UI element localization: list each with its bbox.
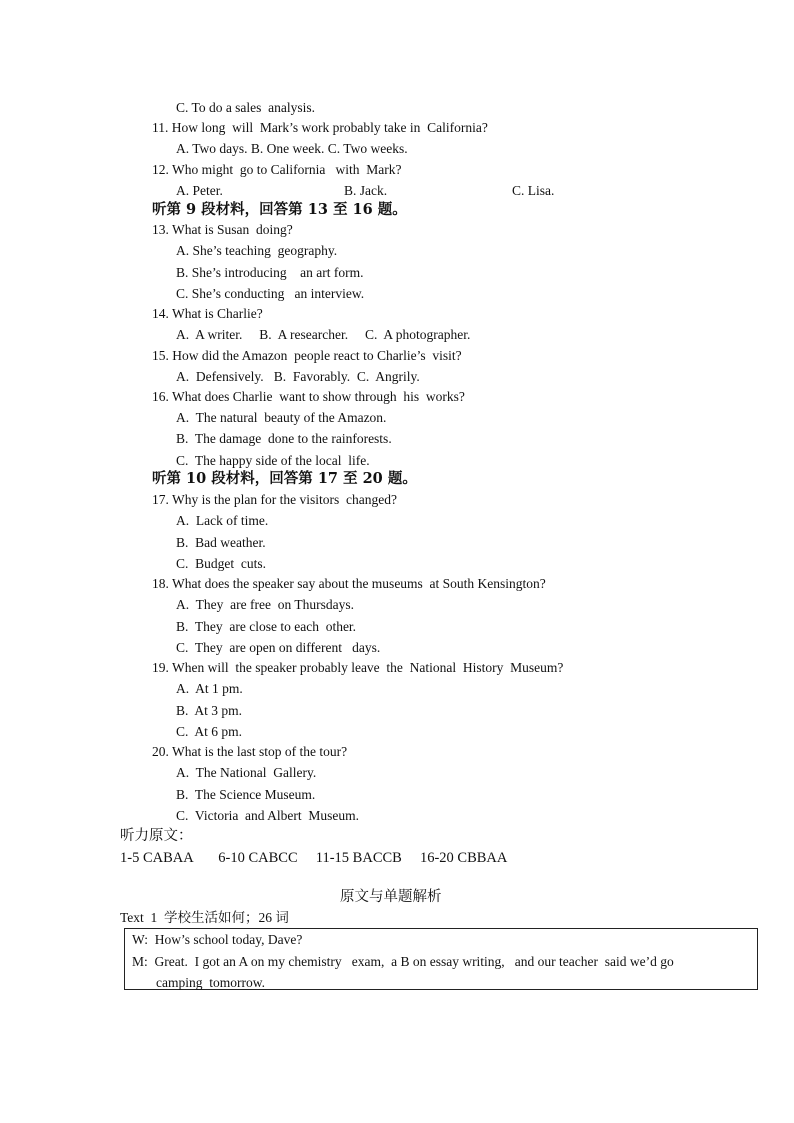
question-12-option-b: B. Jack.	[344, 183, 388, 198]
question-16: 16. What does Charlie want to show through his works?	[152, 389, 465, 404]
question-20-option-b: B. The Science Museum.	[176, 787, 316, 802]
question-19-option-b: B. At 3 pm.	[176, 703, 243, 718]
question-17: 17. Why is the plan for the visitors changed?	[152, 492, 397, 507]
answer-key: 1-5 CABAA 6-10 CABCC 11-15 BACCB 16-20 CBBAA	[120, 850, 508, 866]
question-19-option-c: C. At 6 pm.	[176, 724, 243, 739]
question-19-option-a: A. At 1 pm.	[176, 681, 243, 696]
question-13: 13. What is Susan doing?	[152, 222, 293, 237]
question-18-option-a: A. They are free on Thursdays.	[176, 597, 354, 612]
question-16-option-b: B. The damage done to the rainforests.	[176, 431, 392, 446]
section-10-heading: 听第 10 段材料，回答第 17 至 20 题。	[152, 470, 417, 487]
transcript-label: 听力原文：	[120, 828, 193, 844]
question-18: 18. What does the speaker say about the museums at South Kensington?	[152, 576, 546, 591]
question-20-option-a: A. The National Gallery.	[176, 765, 317, 780]
text-1-label: Text 1 学校生活如何；26 词	[120, 910, 289, 925]
dialog-line-m: M: Great. I got an A on my chemistry exam, a B on essay writing, and our teacher said we’d go	[132, 954, 674, 969]
question-13-option-c: C. She’s conducting an interview.	[176, 286, 365, 301]
question-13-option-a: A. She’s teaching geography.	[176, 243, 338, 258]
q10-option-c: C. To do a sales analysis.	[176, 100, 316, 115]
question-18-option-b: B. They are close to each other.	[176, 619, 357, 634]
question-15: 15. How did the Amazon people react to Charlie’s visit?	[152, 348, 462, 363]
question-17-option-b: B. Bad weather.	[176, 535, 266, 550]
question-14-options: A. A writer. B. A researcher. C. A photographer.	[176, 327, 471, 342]
question-12: 12. Who might go to California with Mark?	[152, 162, 402, 177]
question-11: 11. How long will Mark’s work probably take in California?	[152, 120, 488, 135]
question-15-options: A. Defensively. B. Favorably. C. Angrily.	[176, 369, 420, 384]
question-18-option-c: C. They are open on different days.	[176, 640, 381, 655]
question-20-option-c: C. Victoria and Albert Museum.	[176, 808, 360, 823]
dialog-line-m-continued: camping tomorrow.	[156, 975, 265, 990]
question-19: 19. When will the speaker probably leave the National History Museum?	[152, 660, 564, 675]
question-16-option-a: A. The natural beauty of the Amazon.	[176, 410, 387, 425]
question-17-option-c: C. Budget cuts.	[176, 556, 266, 571]
question-12-option-a: A. Peter.	[176, 183, 223, 198]
question-12-option-c: C. Lisa.	[512, 183, 555, 198]
dialog-box	[124, 928, 758, 990]
question-17-option-a: A. Lack of time.	[176, 513, 269, 528]
section-9-heading: 听第 9 段材料，回答第 13 至 16 题。	[152, 201, 407, 218]
question-20: 20. What is the last stop of the tour?	[152, 744, 348, 759]
question-14: 14. What is Charlie?	[152, 306, 263, 321]
question-13-option-b: B. She’s introducing an art form.	[176, 265, 364, 280]
question-11-options: A. Two days. B. One week. C. Two weeks.	[176, 141, 408, 156]
dialog-line-w: W: How’s school today, Dave?	[132, 932, 303, 947]
section-heading: 原文与单题解析	[340, 889, 442, 905]
question-16-option-c: C. The happy side of the local life.	[176, 453, 370, 468]
